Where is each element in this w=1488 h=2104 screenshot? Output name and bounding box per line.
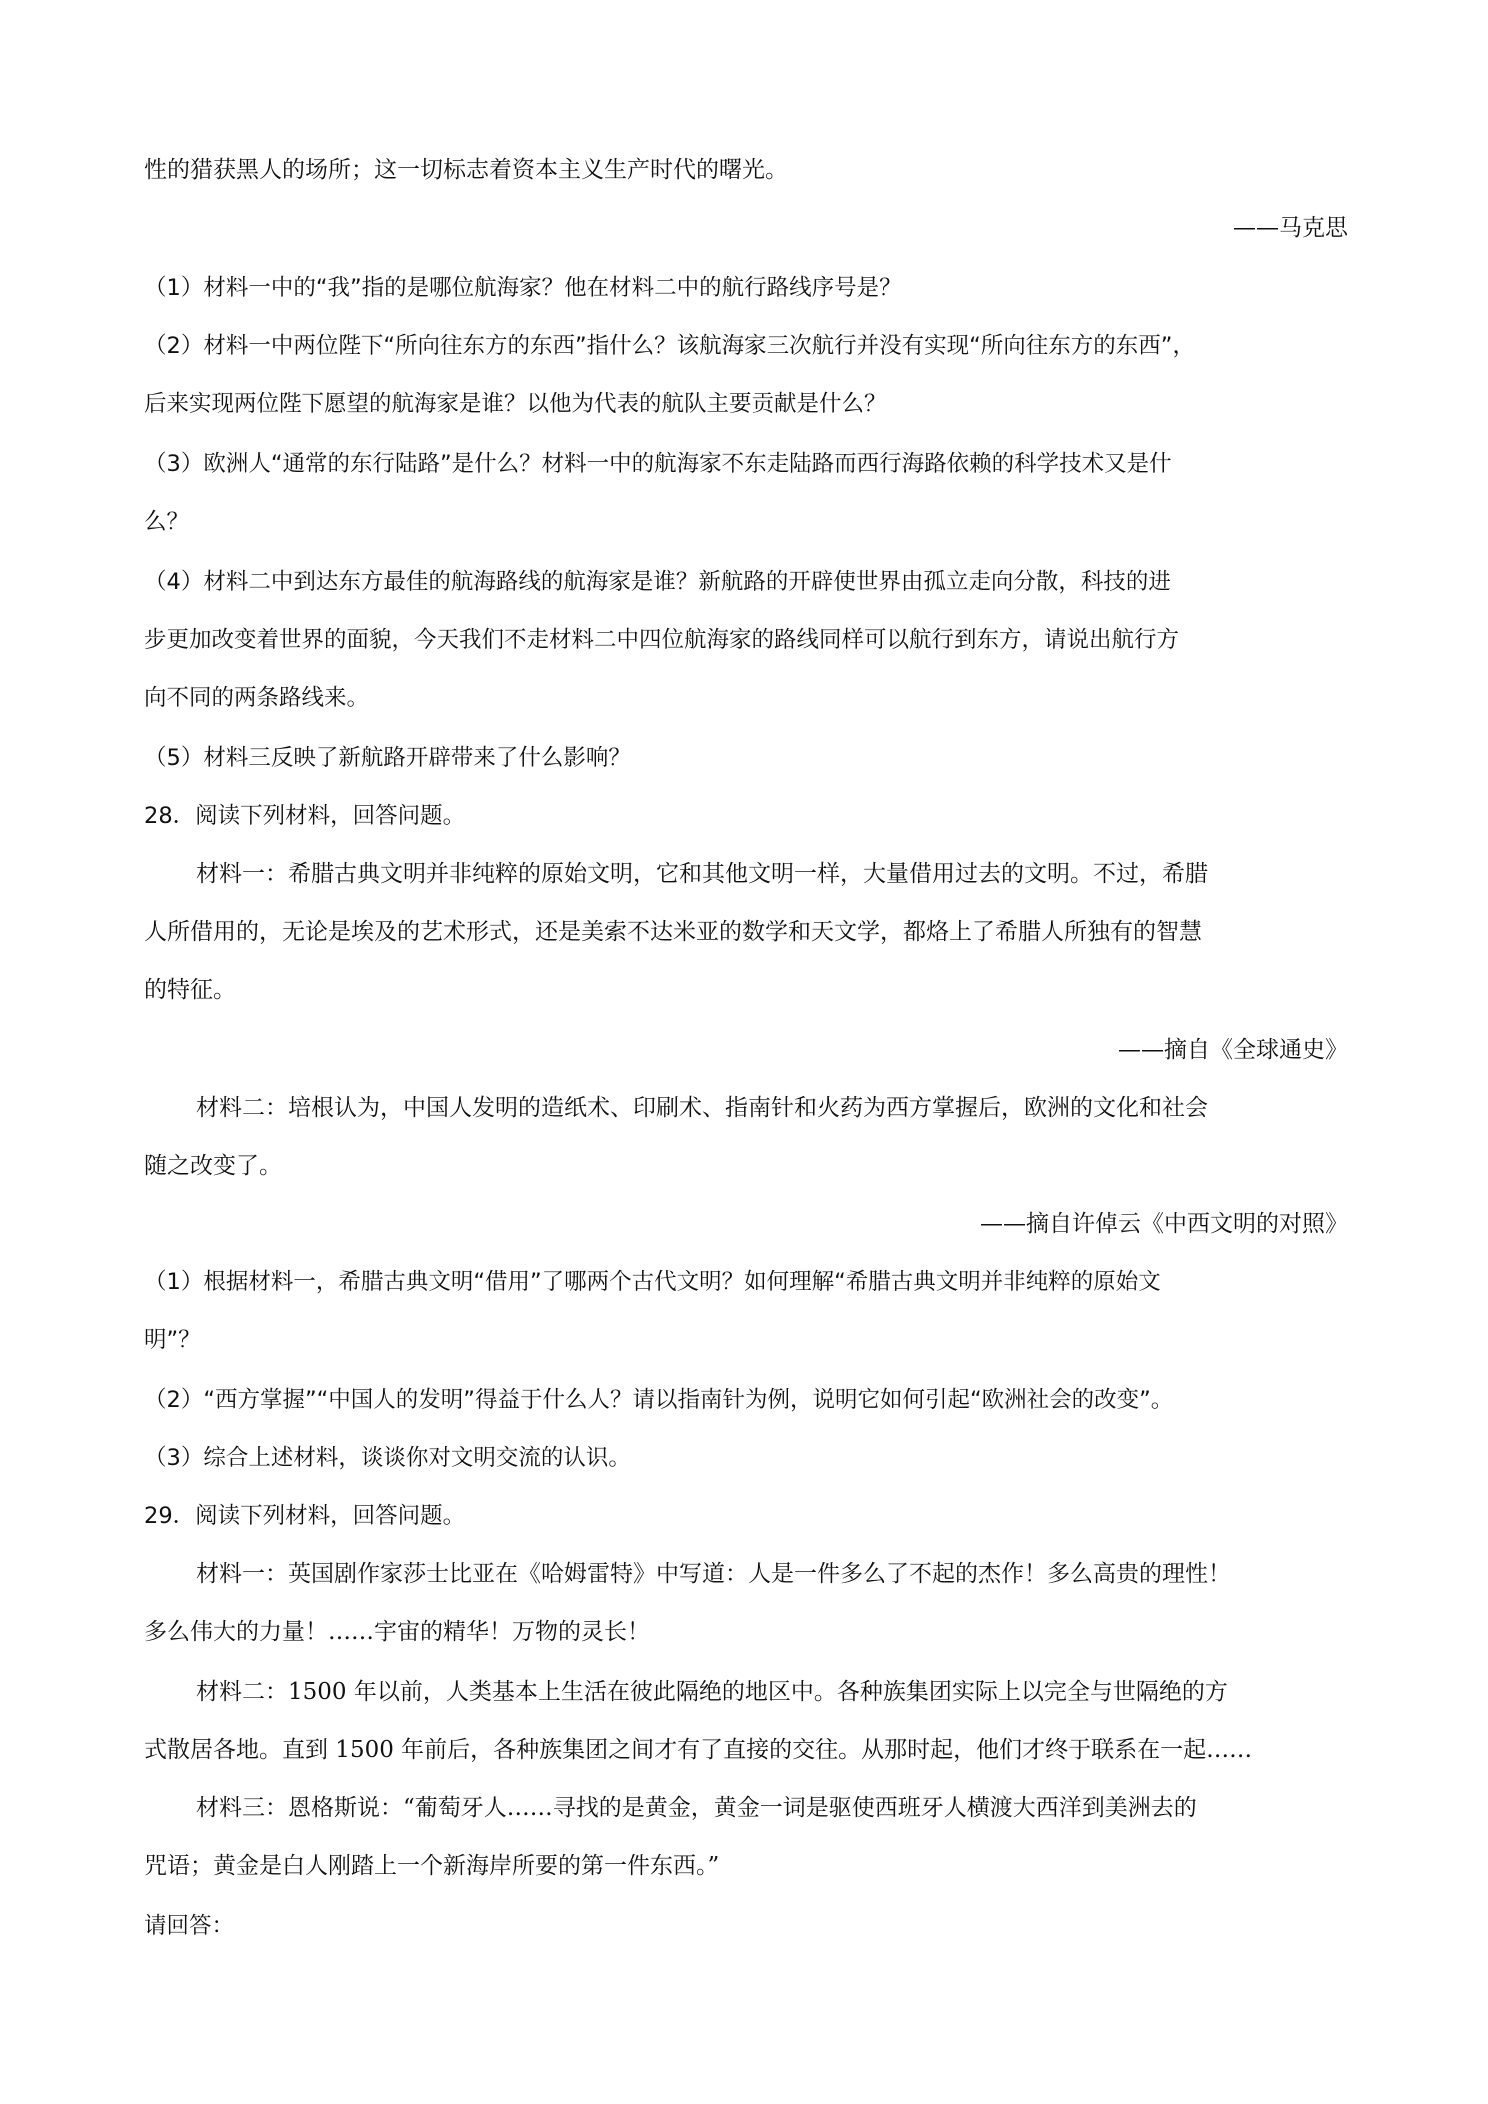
problem-29-heading: 29．阅读下列材料，回答问题。 [144,1503,466,1529]
question-1: （1）根据材料一，希腊古典文明“借用”了哪两个古代文明？如何理解“希腊古典文明并非纯粹的原始文 [144,1269,1161,1295]
question-3: （3）综合上述材料，谈谈你对文明交流的认识。 [144,1445,631,1471]
question-4-continued: 向不同的两条路线来。 [144,685,370,711]
attribution: ——马克思 [1233,215,1348,241]
question-2-continued: 后来实现两位陛下愿望的航海家是谁？以他为代表的航队主要贡献是什么？ [144,391,887,417]
problem-28-heading: 28．阅读下列材料，回答问题。 [144,803,466,829]
material-3-text: 材料三：恩格斯说：“葡萄牙人……寻找的是黄金，黄金一词是驱使西班牙人横渡大西洋到美洲去的 [196,1795,1197,1821]
question-1-continued: 明”？ [144,1327,201,1353]
source-citation: ——摘自《全球通史》 [1118,1037,1348,1063]
material-3-text: 咒语；黄金是白人刚踏上一个新海岸所要的第一件东西。” [144,1853,720,1879]
question-5: （5）材料三反映了新航路开辟带来了什么影响？ [144,745,631,771]
material-2-text: 式散居各地。直到 1500 年前后，各种族集团之间才有了直接的交往。从那时起，他们才终于联系在一起…… [144,1737,1253,1763]
material-2-text: 材料二：培根认为，中国人发明的造纸术、印刷术、指南针和火药为西方掌握后，欧洲的文化和社会 [196,1095,1208,1121]
material-1-text: 材料一：希腊古典文明并非纯粹的原始文明，它和其他文明一样，大量借用过去的文明。不过，希腊 [196,861,1208,887]
material-1-text: 多么伟大的力量！……宇宙的精华！万物的灵长！ [144,1619,650,1645]
material-1-text: 材料一：英国剧作家莎士比亚在《哈姆雷特》中写道：人是一件多么了不起的杰作！多么高贵的理性！ [196,1561,1231,1587]
question-4-continued: 步更加改变着世界的面貌，今天我们不走材料二中四位航海家的路线同样可以航行到东方，请说出航行方 [144,627,1180,653]
question-4: （4）材料二中到达东方最佳的航海路线的航海家是谁？新航路的开辟使世界由孤立走向分散，科技的进 [144,569,1171,595]
material-2-text: 随之改变了。 [144,1153,282,1179]
answer-prompt: 请回答： [144,1913,235,1939]
question-2: （2）材料一中两位陛下“所向往东方的东西”指什么？该航海家三次航行并没有实现“所向往东方的东西”， [144,333,1195,359]
material-text-line: 性的猎获黑人的场所；这一切标志着资本主义生产时代的曙光。 [144,157,788,183]
question-2: （2）“西方掌握”“中国人的发明”得益于什么人？请以指南针为例，说明它如何引起“欧洲社会的改变”。 [144,1387,1174,1413]
material-1-text: 的特征。 [144,977,236,1003]
source-citation: ——摘自许倬云《中西文明的对照》 [980,1211,1348,1237]
question-3-continued: 么？ [144,509,190,535]
material-1-text: 人所借用的，无论是埃及的艺术形式，还是美索不达米亚的数学和天文学，都烙上了希腊人所独有的智慧 [144,919,1202,945]
question-3: （3）欧洲人“通常的东行陆路”是什么？材料一中的航海家不东走陆路而西行海路依赖的科学技术又是什 [144,451,1172,477]
material-2-text: 材料二：1500 年以前，人类基本上生活在彼此隔绝的地区中。各种族集团实际上以完全与世隔绝的方 [196,1679,1228,1705]
question-1: （1）材料一中的“我”指的是哪位航海家？他在材料二中的航行路线序号是？ [144,275,902,301]
